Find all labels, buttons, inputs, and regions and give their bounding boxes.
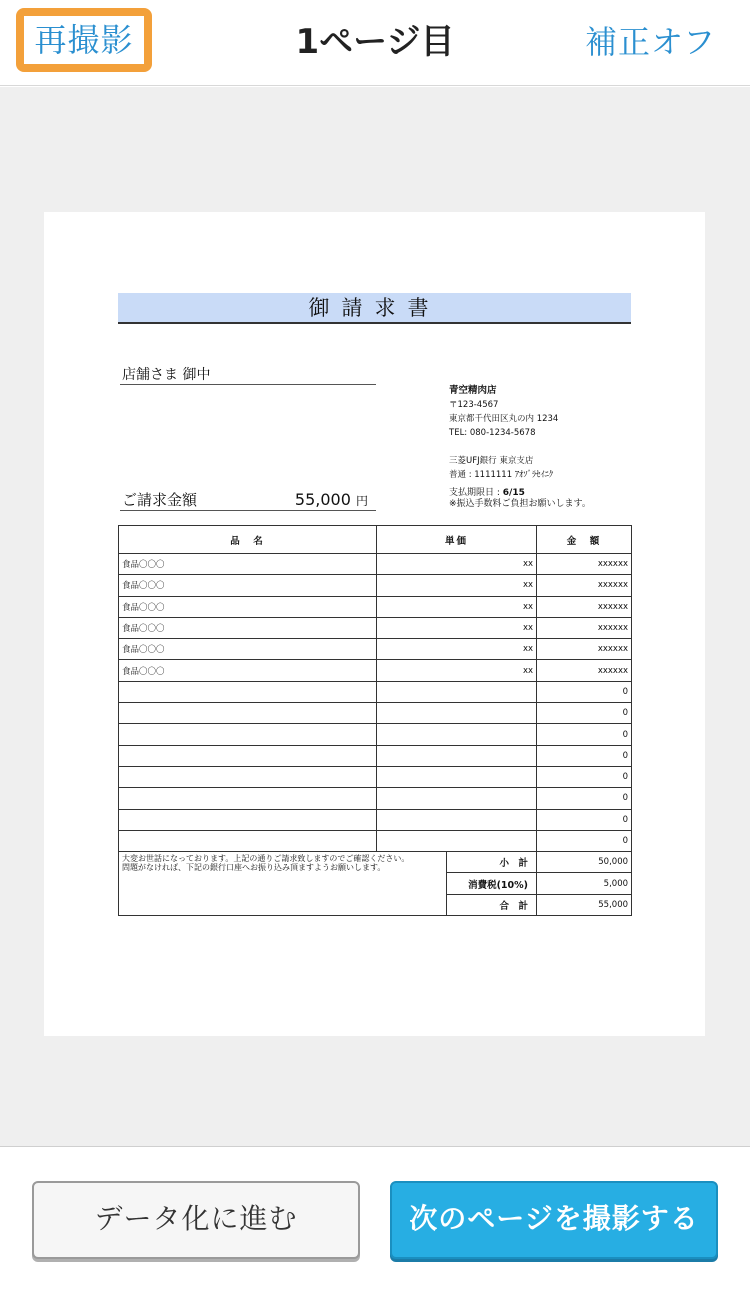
grand-total-label: 合 計 bbox=[447, 894, 537, 915]
item-amount-cell: xxxxxx bbox=[537, 639, 632, 660]
payment-due-label: 支払期限日 : bbox=[449, 488, 503, 498]
item-amount-cell: 0 bbox=[537, 809, 632, 830]
fee-note: ※振込手数料ご負担お願いします。 bbox=[449, 499, 591, 509]
item-amount-cell: xxxxxx bbox=[537, 617, 632, 638]
item-price-cell bbox=[377, 809, 537, 830]
item-name-cell: 食品〇〇〇 bbox=[119, 575, 377, 596]
subtotal-row bbox=[119, 852, 632, 873]
invoice-addressee: 店舗さま 御中 bbox=[120, 366, 376, 385]
tax-value: 5,000 bbox=[537, 873, 632, 894]
item-name-cell bbox=[119, 681, 377, 702]
footer-bar bbox=[0, 1148, 750, 1292]
invoice-total-unit: 円 bbox=[355, 494, 368, 508]
item-price-cell bbox=[377, 766, 537, 787]
item-name-cell bbox=[119, 830, 377, 851]
item-amount-cell: 0 bbox=[537, 766, 632, 787]
item-price-cell bbox=[377, 745, 537, 766]
page-title: 1ページ目 bbox=[295, 22, 455, 62]
table-row bbox=[119, 617, 632, 638]
retake-label: 再撮影 bbox=[24, 16, 144, 64]
column-header-amount: 金 額 bbox=[537, 526, 632, 554]
item-amount-cell: 0 bbox=[537, 788, 632, 809]
item-name-cell: 食品〇〇〇 bbox=[119, 554, 377, 575]
table-row bbox=[119, 745, 632, 766]
item-name-cell bbox=[119, 809, 377, 830]
item-amount-cell: xxxxxx bbox=[537, 554, 632, 575]
payment-due-date: 6/15 bbox=[502, 488, 525, 498]
invoice-total-label: ご請求金額 bbox=[122, 491, 198, 509]
proceed-to-digitize-button[interactable]: データ化に進む bbox=[32, 1181, 360, 1259]
invoice-note: 大変お世話になっております。上記の通りご請求致しますのでご確認ください。 問題がなければ、下記の銀行口座へお振り込み頂ますようお願いします。 bbox=[119, 852, 447, 916]
sender-bank: 三菱UFJ銀行 東京支店 bbox=[449, 456, 534, 466]
payment-due bbox=[449, 488, 669, 499]
item-name-cell: 食品〇〇〇 bbox=[119, 596, 377, 617]
table-row bbox=[119, 554, 632, 575]
table-header-row bbox=[119, 526, 632, 554]
header-bar bbox=[0, 0, 750, 86]
item-amount-cell: 0 bbox=[537, 745, 632, 766]
invoice-total-value: 55,000 bbox=[294, 490, 351, 509]
item-name-cell bbox=[119, 788, 377, 809]
item-price-cell bbox=[377, 681, 537, 702]
item-price-cell bbox=[377, 830, 537, 851]
item-price-cell bbox=[377, 724, 537, 745]
table-row bbox=[119, 660, 632, 681]
item-price-cell: xx bbox=[377, 575, 537, 596]
item-price-cell: xx bbox=[377, 617, 537, 638]
column-header-item: 品 名 bbox=[119, 526, 377, 554]
item-amount-cell: 0 bbox=[537, 703, 632, 724]
item-name-cell: 食品〇〇〇 bbox=[119, 617, 377, 638]
table-row bbox=[119, 809, 632, 830]
item-amount-cell: xxxxxx bbox=[537, 575, 632, 596]
item-price-cell: xx bbox=[377, 639, 537, 660]
table-row bbox=[119, 830, 632, 851]
scanned-document bbox=[44, 212, 705, 1036]
item-price-cell bbox=[377, 788, 537, 809]
item-name-cell bbox=[119, 724, 377, 745]
invoice-items-table bbox=[118, 525, 632, 916]
item-name-cell: 食品〇〇〇 bbox=[119, 639, 377, 660]
invoice-total-row bbox=[120, 490, 376, 511]
scan-preview-area bbox=[0, 87, 750, 1147]
item-price-cell: xx bbox=[377, 660, 537, 681]
table-row bbox=[119, 766, 632, 787]
item-amount-cell: xxxxxx bbox=[537, 596, 632, 617]
sender-address: 東京都千代田区丸の内 1234 bbox=[449, 414, 559, 424]
item-name-cell: 食品〇〇〇 bbox=[119, 660, 377, 681]
table-row bbox=[119, 724, 632, 745]
item-price-cell: xx bbox=[377, 554, 537, 575]
item-amount-cell: 0 bbox=[537, 830, 632, 851]
grand-total-value: 55,000 bbox=[537, 894, 632, 915]
capture-next-page-button[interactable]: 次のページを撮影する bbox=[390, 1181, 718, 1259]
retake-button[interactable] bbox=[16, 8, 152, 72]
sender-name: 青空精肉店 bbox=[449, 385, 497, 396]
column-header-price: 単価 bbox=[377, 526, 537, 554]
invoice-total-amount bbox=[295, 490, 368, 511]
sender-tel: TEL: 080-1234-5678 bbox=[449, 428, 536, 438]
item-name-cell bbox=[119, 703, 377, 724]
correction-toggle-button[interactable]: 補正オフ bbox=[584, 23, 716, 61]
item-amount-cell: xxxxxx bbox=[537, 660, 632, 681]
table-row bbox=[119, 575, 632, 596]
sender-postal: 〒123-4567 bbox=[449, 400, 499, 410]
item-amount-cell: 0 bbox=[537, 724, 632, 745]
tax-label: 消費税(10%) bbox=[447, 873, 537, 894]
table-row bbox=[119, 681, 632, 702]
invoice-title: 御請求書 bbox=[308, 296, 441, 320]
item-name-cell bbox=[119, 745, 377, 766]
invoice-title-bar bbox=[118, 293, 631, 324]
item-name-cell bbox=[119, 766, 377, 787]
table-row bbox=[119, 596, 632, 617]
table-row bbox=[119, 639, 632, 660]
table-row bbox=[119, 788, 632, 809]
invoice-sender-block bbox=[449, 384, 669, 510]
item-price-cell bbox=[377, 703, 537, 724]
table-row bbox=[119, 703, 632, 724]
item-amount-cell: 0 bbox=[537, 681, 632, 702]
subtotal-label: 小 計 bbox=[447, 852, 537, 873]
sender-account: 普通 : 1111111 ｱｵｿﾞﾗｾｲﾆｸ bbox=[449, 470, 554, 480]
subtotal-value: 50,000 bbox=[537, 852, 632, 873]
item-price-cell: xx bbox=[377, 596, 537, 617]
